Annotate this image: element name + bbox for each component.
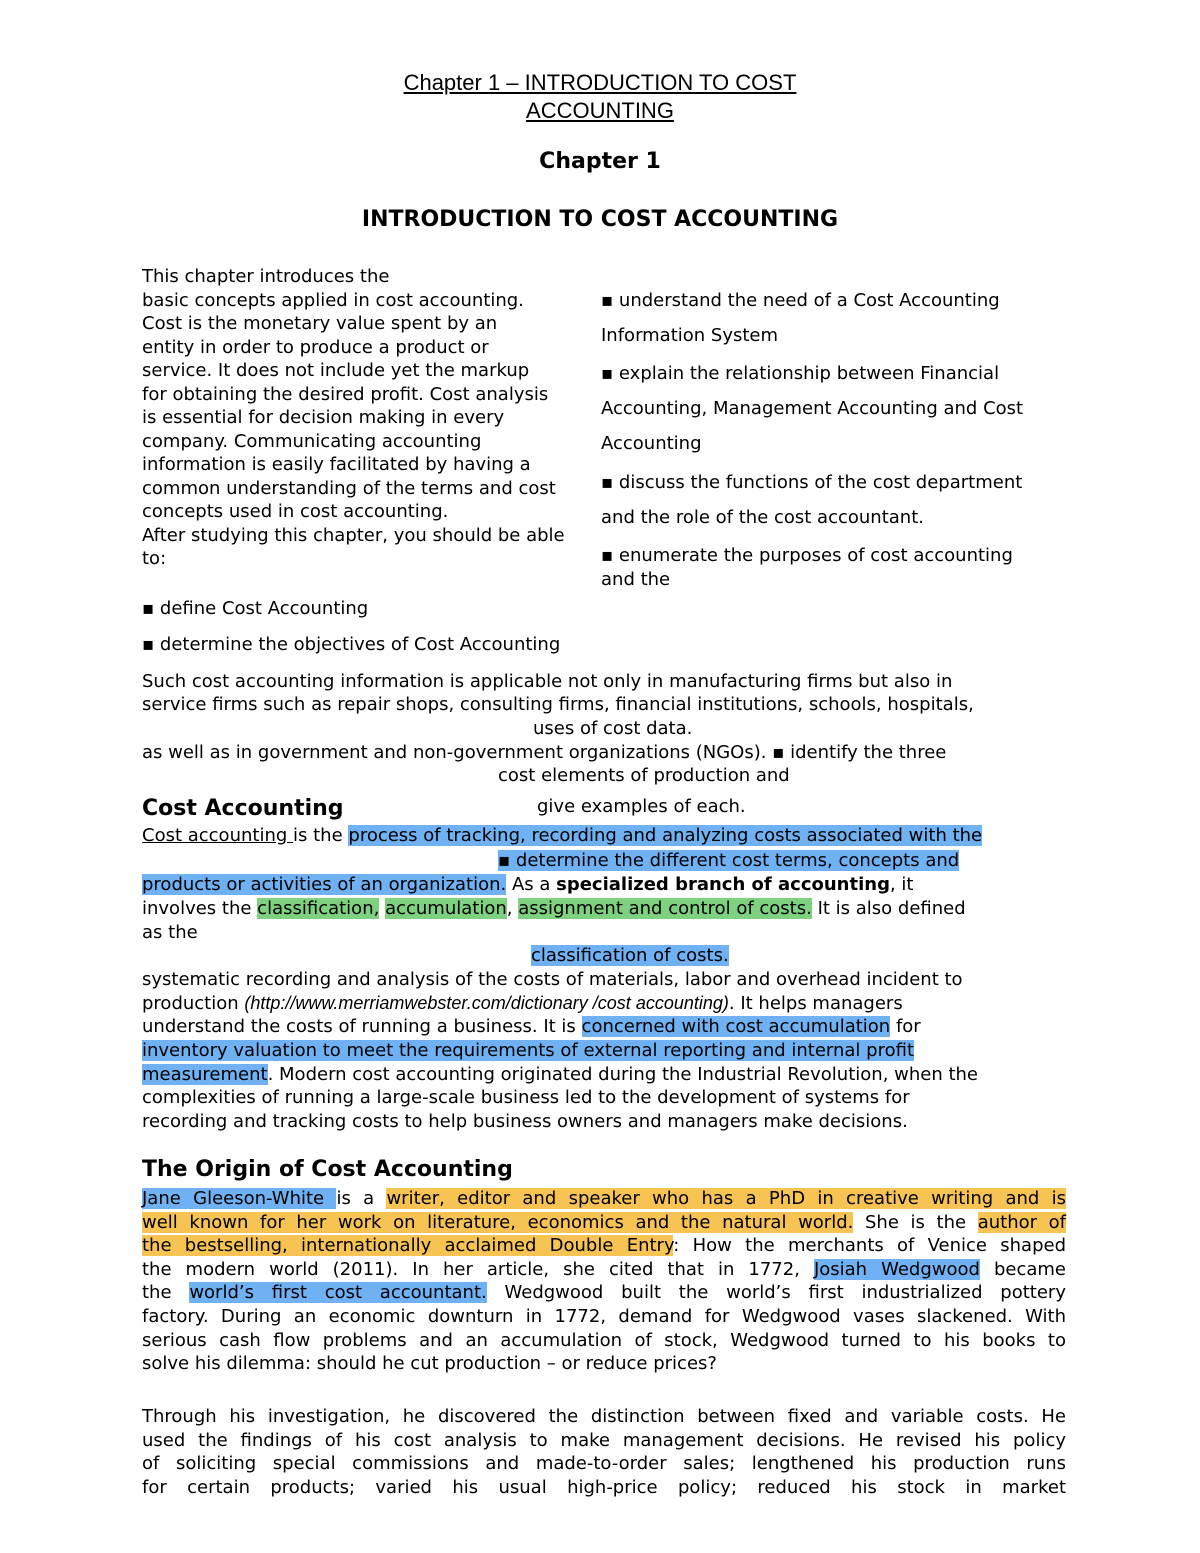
- highlight-green: classification,: [257, 898, 380, 919]
- body-line: complexities of running a large-scale business led to the development of systems for: [142, 1087, 910, 1108]
- left-line: Cost is the monetary value spent by an: [142, 313, 498, 334]
- header-line-2: ACCOUNTING: [526, 98, 674, 123]
- left-line: basic concepts applied in cost accounting.: [142, 289, 524, 311]
- highlight-blue: measurement: [142, 1064, 268, 1085]
- text-run: the modern world (2011). In her article, she cited that in 1772,: [142, 1258, 814, 1280]
- justified-line: [142, 1187, 1066, 1211]
- left-line: service. It does not include yet the markup: [142, 360, 530, 381]
- body-line: as well as in government and non-government organizations (NGOs). ▪ identify the three: [142, 742, 947, 763]
- text-run: . It helps managers: [728, 993, 903, 1014]
- body-line: [498, 849, 959, 873]
- origin-paragraph-2: [142, 1405, 1066, 1499]
- objective-bullet: ▪ discuss the functions of the cost department: [601, 472, 1023, 493]
- left-column: [142, 265, 565, 571]
- text-run: It is also defined: [811, 898, 966, 919]
- text-run: ,: [506, 898, 519, 919]
- highlight-yellow: well known for her work on literature, economics and the natural world.: [142, 1211, 854, 1233]
- text-run: understand the costs of running a business. It is: [142, 1016, 582, 1037]
- text-run: . Modern cost accounting originated during the Industrial Revolution, when the: [267, 1064, 979, 1085]
- body-line: [142, 897, 966, 921]
- text-run: , it: [889, 874, 914, 895]
- highlight-yellow: writer, editor and speaker who has a PhD in creative writing and is: [386, 1188, 1067, 1209]
- highlight-green: assignment and control of costs.: [518, 898, 812, 919]
- text-run: production: [142, 993, 245, 1014]
- chapter-label: Chapter 1: [539, 149, 661, 174]
- text-run: She is the: [853, 1211, 978, 1233]
- justified-line: of soliciting special commissions and made-to-order sales; lengthened his production runs: [142, 1453, 1066, 1475]
- highlight-blue: classification of costs.: [531, 945, 729, 966]
- highlight-blue: ▪ determine the different cost terms, concepts and: [498, 850, 960, 871]
- objective-bullet-cont: Information System: [601, 325, 779, 346]
- body-line: [142, 873, 914, 897]
- left-line: is essential for decision making in every: [142, 407, 505, 428]
- section-heading-origin: The Origin of Cost Accounting: [142, 1157, 513, 1182]
- paragraph-last-line: solve his dilemma: should he cut production – or reduce prices?: [142, 1353, 717, 1375]
- highlight-blue: products or activities of an organization.: [142, 874, 507, 895]
- highlight-blue: world’s first cost accountant.: [189, 1282, 487, 1304]
- body-line: recording and tracking costs to help business owners and managers make decisions.: [142, 1111, 908, 1132]
- justified-line: [142, 1234, 1066, 1258]
- highlight-blue: Josiah Wedgwood: [813, 1258, 980, 1280]
- body-line: uses of cost data.: [533, 718, 693, 739]
- text-run: for: [890, 1016, 921, 1037]
- body-line: [142, 1015, 921, 1039]
- justified-line: [142, 1281, 1066, 1305]
- left-line: for obtaining the desired profit. Cost analysis: [142, 383, 549, 405]
- text-run: As a: [506, 874, 557, 895]
- objective-bullet: ▪ enumerate the purposes of cost accounting: [601, 545, 1013, 566]
- body-line: [142, 1039, 914, 1063]
- body-line: [142, 992, 903, 1016]
- justified-line: used the findings of his cost analysis to make management decisions. He revised his policy: [142, 1429, 1066, 1451]
- left-line: After studying this chapter, you should be able: [142, 524, 565, 546]
- left-line: This chapter introduces the: [142, 266, 390, 287]
- text-run: is a: [336, 1188, 387, 1209]
- origin-paragraph-1: [142, 1187, 1066, 1376]
- objective-bullet-cont: and the: [601, 569, 671, 590]
- bold-phrase: specialized branch of accounting: [556, 874, 890, 895]
- highlight-yellow: author of: [977, 1211, 1066, 1233]
- objective-bullet-cont: and the role of the cost accountant.: [601, 507, 924, 528]
- section-heading-cost-accounting: Cost Accounting: [142, 796, 344, 821]
- objective-bullet: ▪ determine the objectives of Cost Accounting: [142, 634, 561, 655]
- body-line: Such cost accounting information is applicable not only in manufacturing firms but also in: [142, 671, 953, 692]
- justified-line: [142, 1258, 1066, 1282]
- highlight-yellow: the bestselling, internationally acclaimed Double Entry: [142, 1235, 674, 1257]
- text-run: Wedgwood built the world’s first industrialized pottery: [486, 1282, 1066, 1304]
- left-line: concepts used in cost accounting.: [142, 501, 449, 522]
- text-run: became: [979, 1258, 1067, 1280]
- justified-line: serious cash flow problems and an accumulation of stock, Wedgwood turned to his books to: [142, 1329, 1066, 1351]
- left-line: to:: [142, 548, 167, 569]
- text-run: involves the: [142, 898, 258, 919]
- highlight-blue: inventory valuation to meet the requirements of external reporting and internal profit: [142, 1040, 914, 1061]
- body-line: [142, 1063, 978, 1087]
- text-run: the: [142, 1282, 190, 1304]
- body-line: as the: [142, 922, 198, 943]
- justified-line: factory. During an economic downturn in 1772, demand for Wedgwood vases slackened. With: [142, 1305, 1066, 1327]
- highlight-blue: concerned with cost accumulation: [581, 1016, 891, 1037]
- body-line: cost elements of production and: [498, 765, 790, 786]
- left-line: company. Communicating accounting: [142, 430, 482, 452]
- left-line: entity in order to produce a product or: [142, 336, 489, 358]
- citation-url: (http://www.merriamwebster.com/dictionary /cost accounting): [244, 993, 729, 1013]
- objective-bullet: ▪ understand the need of a Cost Accounting: [601, 290, 1000, 311]
- header-line-1: Chapter 1 – INTRODUCTION TO COST: [403, 70, 797, 95]
- term-cost-accounting: Cost accounting: [142, 825, 294, 846]
- chapter-title: INTRODUCTION TO COST ACCOUNTING: [361, 207, 839, 232]
- objective-bullet: ▪ define Cost Accounting: [142, 598, 369, 619]
- justified-line: for certain products; varied his usual high-price policy; reduced his stock in market: [142, 1476, 1066, 1498]
- body-line: service firms such as repair shops, consulting firms, financial institutions, schools, hospitals,: [142, 694, 974, 715]
- highlight-green: accumulation: [385, 898, 507, 919]
- body-line: systematic recording and analysis of the costs of materials, labor and overhead incident to: [142, 969, 963, 990]
- objective-bullet-cont: Accounting: [601, 433, 702, 454]
- highlight-blue: process of tracking, recording and analyzing costs associated with the: [348, 825, 983, 846]
- body-line: [142, 824, 982, 848]
- text-run: : How the merchants of Venice shaped: [673, 1235, 1067, 1257]
- justified-line: [142, 1211, 1066, 1235]
- objective-bullet-cont: Accounting, Management Accounting and Cost: [601, 398, 1024, 419]
- highlight-blue: Jane Gleeson-White: [142, 1188, 337, 1209]
- left-line: common understanding of the terms and cost: [142, 477, 556, 499]
- text-run: is the: [293, 825, 349, 846]
- justified-line: Through his investigation, he discovered the distinction between fixed and variable costs. He: [142, 1406, 1066, 1427]
- body-line: give examples of each.: [537, 796, 746, 817]
- left-line: information is easily facilitated by having a: [142, 454, 531, 475]
- body-line: [531, 944, 729, 968]
- objective-bullet: ▪ explain the relationship between Financial: [601, 363, 1000, 384]
